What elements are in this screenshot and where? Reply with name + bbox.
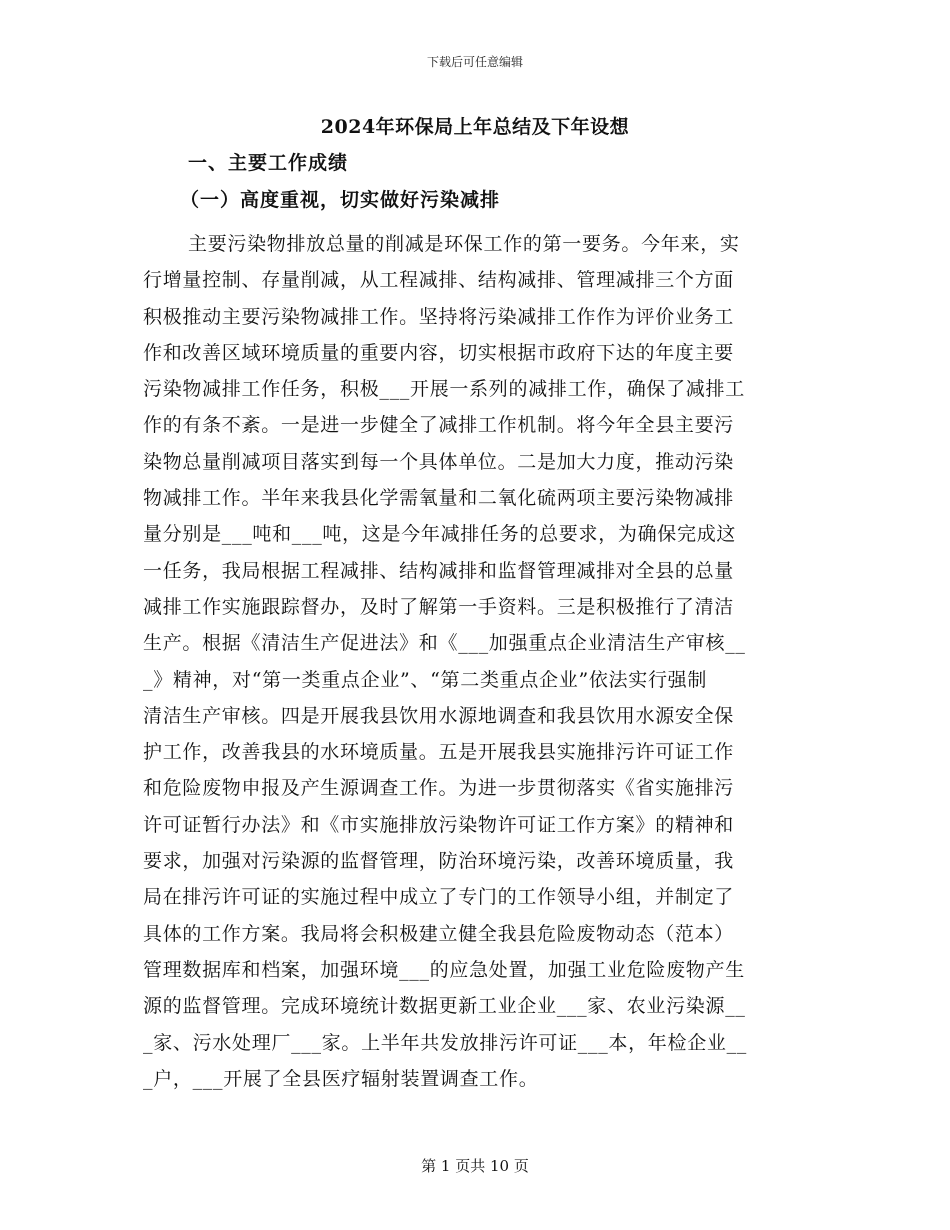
body-line-12: 生产。根据《清洁生产促进法》和《___加强重点企业清洁生产审核__ xyxy=(143,632,746,655)
body-line-14: 清洁生产审核。四是开展我县饮用水源地调查和我县饮用水源安全保 xyxy=(143,704,735,727)
body-line-10: 一任务，我局根据工程减排、结构减排和监督管理减排对全县的总量 xyxy=(143,559,735,582)
body-line-6: 作的有条不紊。一是进一步健全了减排工作机制。将今年全县主要污 xyxy=(143,414,735,437)
body-line-2: 行增量控制、存量削减，从工程减排、结构减排、管理减排三个方面 xyxy=(143,269,735,292)
body-line-24: _户，___开展了全县医疗辐射装置调查工作。 xyxy=(143,1067,539,1090)
body-line-5: 污染物减排工作任务，积极___开展一系列的减排工作，确保了减排工 xyxy=(143,378,745,401)
body-line-21: 管理数据库和档案，加强环境___的应急处置，加强工业危险废物产生 xyxy=(143,958,745,981)
body-line-23: _家、污水处理厂___家。上半年共发放排污许可证___本，年检企业__ xyxy=(143,1031,748,1054)
body-line-7: 染物总量削减项目落实到每一个具体单位。二是加大力度，推动污染 xyxy=(143,450,735,473)
body-line-19: 局在排污许可证的实施过程中成立了专门的工作领导小组，并制定了 xyxy=(143,886,735,909)
body-line-9: 量分别是___吨和___吨，这是今年减排任务的总要求，为确保完成这 xyxy=(143,523,737,546)
body-line-18: 要求，加强对污染源的监督管理，防治环境污染，改善环境质量，我 xyxy=(143,850,735,873)
document-title: 2024年环保局上年总结及下年设想 xyxy=(320,116,630,138)
body-line-11: 减排工作实施跟踪督办，及时了解第一手资料。三是积极推行了清洁 xyxy=(143,595,735,618)
body-line-22: 源的监督管理。完成环境统计数据更新工业企业___家、农业污染源__ xyxy=(143,995,746,1018)
section-heading-main-achievements: 一、主要工作成绩 xyxy=(188,152,349,174)
body-line-16: 和危险废物申报及产生源调查工作。为进一步贯彻落实《省实施排污 xyxy=(143,777,735,800)
body-line-20: 具体的工作方案。我局将会积极建立健全我县危险废物动态（范本） xyxy=(143,922,735,945)
body-line-13: _》精神，对“第一类重点企业”、“第二类重点企业”依法实行强制 xyxy=(143,668,708,691)
page-number: 第 1 页共 10 页 xyxy=(421,1157,529,1175)
download-edit-note: 下载后可任意编辑 xyxy=(426,55,523,69)
body-line-1: 主要污染物排放总量的削减是环保工作的第一要务。今年来，实 xyxy=(188,233,740,255)
body-line-15: 护工作，改善我县的水环境质量。五是开展我县实施排污许可证工作 xyxy=(143,741,735,764)
body-line-8: 物减排工作。半年来我县化学需氧量和二氧化硫两项主要污染物减排 xyxy=(143,487,735,510)
body-text xyxy=(143,226,811,1097)
body-line-3: 积极推动主要污染物减排工作。坚持将污染减排工作作为评价业务工 xyxy=(143,305,735,328)
body-line-17: 许可证暂行办法》和《市实施排放污染物许可证工作方案》的精神和 xyxy=(143,813,735,836)
subsection-heading-pollution-reduction: （一）高度重视，切实做好污染减排 xyxy=(180,189,501,211)
body-line-4: 作和改善区域环境质量的重要内容，切实根据市政府下达的年度主要 xyxy=(143,341,735,364)
